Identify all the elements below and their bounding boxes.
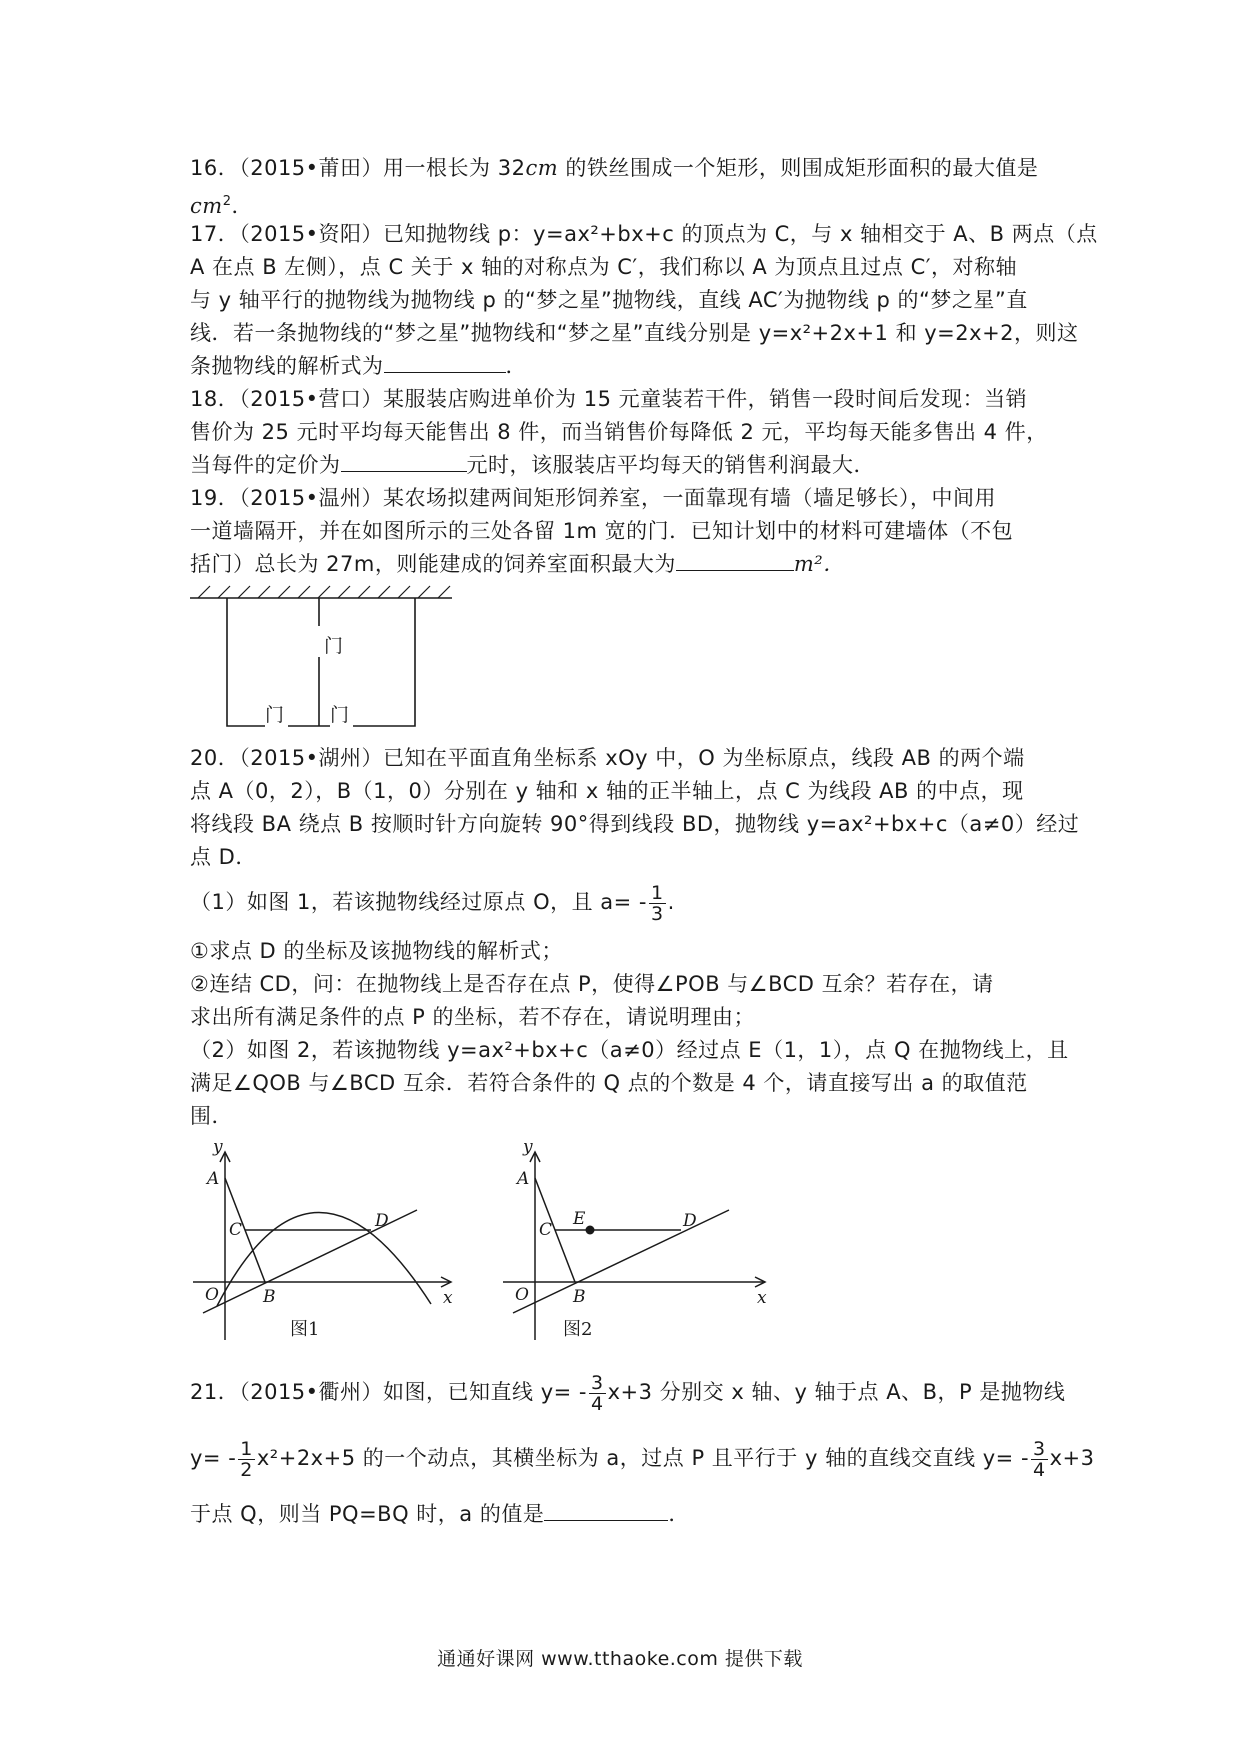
q20-part-2b: 满足∠QOB 与∠BCD 互余．若符合条件的 Q 点的个数是 4 个，请直接写出 a 的取值范	[190, 1071, 1028, 1095]
fig2-label-y: y	[523, 1140, 533, 1157]
fig2-label-d: D	[683, 1211, 697, 1231]
q21-line-2	[190, 1434, 1095, 1482]
q21-fraction-3-num: 3	[1033, 1437, 1046, 1460]
q20-line-2: 点 A（0，2），B（1，0）分别在 y 轴和 x 轴的正半轴上，点 C 为线段 AB 的中点，现	[190, 779, 1024, 803]
q21-line-1	[190, 1368, 1070, 1416]
q21-text-4: x²+2x+5 的一个动点，其横坐标为 a，过点 P 且平行于 y 轴的直线交直线 y= -	[256, 1446, 1030, 1470]
door-label-middle: 门	[324, 635, 344, 657]
q16-answer-sup: 2	[222, 194, 232, 209]
q18-line-1: 18．（2015•营口）某服装店购进单价为 15 元童装若干件，销售一段时间后发现：当销	[190, 387, 1028, 411]
q21-fraction-1-num: 3	[591, 1371, 604, 1394]
question-18	[190, 383, 1070, 482]
wall-hatching	[198, 586, 450, 598]
page-footer: 通通好课网 www.tthaoke.com 提供下载	[437, 1648, 803, 1670]
fig1-parabola	[217, 1212, 431, 1306]
q20-subpart-2a: ②连结 CD，问：在抛物线上是否存在点 P，使得∠POB 与∠BCD 互余？若存在，请	[190, 972, 994, 996]
q21-fraction-1-den: 4	[591, 1392, 604, 1415]
question-19	[190, 482, 1070, 581]
question-17	[190, 218, 1098, 383]
left-wall	[227, 598, 265, 726]
q17-line-5-end: ．	[505, 354, 527, 378]
q20-subpart-1: ①求点 D 的坐标及该抛物线的解析式；	[190, 939, 563, 963]
q21-line-3	[190, 1498, 1070, 1531]
fig2-label-c: C	[539, 1220, 553, 1240]
q20-line-3: 将线段 BA 绕点 B 按顺时针方向旋转 90°得到线段 BD，抛物线 y=ax²+bx+c（a≠0）经过	[190, 812, 1080, 836]
fig2-label-b: B	[573, 1287, 586, 1307]
q20-subpart-2b: 求出所有满足条件的点 P 的坐标，若不存在，请说明理由；	[190, 1005, 756, 1029]
q21-text-3: y= -	[190, 1446, 237, 1470]
q21-text-5: x+3	[1049, 1446, 1095, 1470]
q17-line-5: 条抛物线的解析式为	[190, 354, 384, 378]
q19-line-3: 括门）总长为 27m，则能建成的饲养室面积最大为	[190, 552, 676, 576]
q16-unit: cm	[525, 156, 559, 180]
q20-part-2c: 围．	[190, 1104, 233, 1128]
q21-fraction-2-den: 2	[240, 1458, 253, 1481]
fig2-label-a: A	[517, 1169, 530, 1189]
fig1-label-o: O	[205, 1285, 219, 1305]
right-wall	[353, 598, 415, 726]
q21-text-1: 21．（2015•衢州）如图，已知直线 y= -	[190, 1380, 588, 1404]
q18-line-3a: 当每件的定价为	[190, 453, 341, 477]
q21-text-6: 于点 Q，则当 PQ=BQ 时，a 的值是	[190, 1502, 545, 1526]
q16-answer-unit: cm	[190, 194, 223, 218]
q19-line-2: 一道墙隔开，并在如图所示的三处各留 1m 宽的门．已知计划中的材料可建墙体（不包	[190, 519, 1014, 543]
fig1-label-c: C	[229, 1220, 243, 1240]
q20-figure-1	[185, 1140, 465, 1352]
q17-line-2: A 在点 B 左侧），点 C 关于 x 轴的对称点为 C′，我们称以 A 为顶点且过点 C′，对称轴	[190, 255, 1018, 279]
q19-answer-blank[interactable]	[676, 550, 794, 571]
q16-text-3: ．	[231, 194, 253, 218]
fig1-caption: 图1	[290, 1319, 320, 1340]
question-16	[190, 152, 1070, 218]
q21-answer-blank[interactable]	[544, 1500, 668, 1521]
q20-fraction-denominator: 3	[651, 902, 664, 925]
q20-subparts	[190, 935, 1070, 1133]
q20-part-1-end: .	[667, 890, 675, 914]
q20-fraction	[649, 883, 666, 924]
q17-line-1: 17．（2015•资阳）已知抛物线 p：y=ax²+bx+c 的顶点为 C，与 x 轴相交于 A、B 两点（点	[190, 222, 1098, 246]
fig1-label-a: A	[207, 1169, 220, 1189]
q17-line-4: 线．若一条抛物线的“梦之星”抛物线和“梦之星”直线分别是 y=x²+2x+1 和 y=2x+2，则这	[190, 321, 1079, 345]
q18-answer-blank[interactable]	[341, 451, 467, 472]
q20-fraction-numerator: 1	[651, 881, 664, 904]
q17-answer-blank[interactable]	[384, 352, 506, 373]
q20-part-1-text: （1）如图 1，若该抛物线经过原点 O，且 a= -	[190, 890, 647, 914]
q21-fraction-3-den: 4	[1033, 1458, 1046, 1481]
q20-part-1	[190, 877, 1070, 927]
q21-text-7: ．	[668, 1502, 690, 1526]
q20-line-4: 点 D．	[190, 845, 257, 869]
q21-fraction-3	[1031, 1439, 1048, 1480]
q16-text-2: 的铁丝围成一个矩形，则围成矩形面积的最大值是	[558, 156, 1039, 180]
door-label-left: 门	[265, 704, 285, 726]
q21-fraction-2-num: 1	[240, 1437, 253, 1460]
fig2-label-e: E	[573, 1209, 586, 1229]
q19-line-1: 19．（2015•温州）某农场拟建两间矩形饲养室，一面靠现有墙（墙足够长），中间用	[190, 486, 997, 510]
fig2-label-o: O	[515, 1285, 529, 1305]
question-20	[190, 742, 1080, 874]
q19-unit: m²．	[793, 552, 845, 576]
fig2-label-x: x	[757, 1288, 767, 1308]
q21-fraction-2	[238, 1439, 255, 1480]
q18-line-3b: 元时，该服装店平均每天的销售利润最大．	[466, 453, 875, 477]
fig2-caption: 图2	[563, 1319, 593, 1340]
q16-text-1: 16．（2015•莆田）用一根长为 32	[190, 156, 526, 180]
q20-part-2a: （2）如图 2，若该抛物线 y=ax²+bx+c（a≠0）经过点 E（1，1），点 Q 在抛物线上，且	[190, 1038, 1069, 1062]
q20-line-1: 20．（2015•湖州）已知在平面直角坐标系 xOy 中，O 为坐标原点，线段 AB 的两个端	[190, 746, 1025, 770]
fig2-point-e	[586, 1226, 595, 1235]
q21-fraction-1	[589, 1373, 606, 1414]
q18-line-2: 售价为 25 元时平均每天能售出 8 件，而当销售价每降低 2 元，平均每天能多售出 4 件，	[190, 420, 1048, 444]
fig1-label-y: y	[213, 1140, 223, 1157]
fig1-label-x: x	[443, 1288, 453, 1308]
q21-text-2: x+3 分别交 x 轴、y 轴于点 A、B，P 是抛物线	[607, 1380, 1066, 1404]
fig1-label-b: B	[263, 1287, 276, 1307]
fig1-label-d: D	[375, 1211, 389, 1231]
q19-enclosure-figure	[190, 582, 460, 734]
q17-line-3: 与 y 轴平行的抛物线为抛物线 p 的“梦之星”抛物线，直线 AC′为抛物线 p 的“梦之星”直	[190, 288, 1028, 312]
q20-figure-2	[495, 1140, 775, 1352]
door-label-right: 门	[330, 704, 350, 726]
